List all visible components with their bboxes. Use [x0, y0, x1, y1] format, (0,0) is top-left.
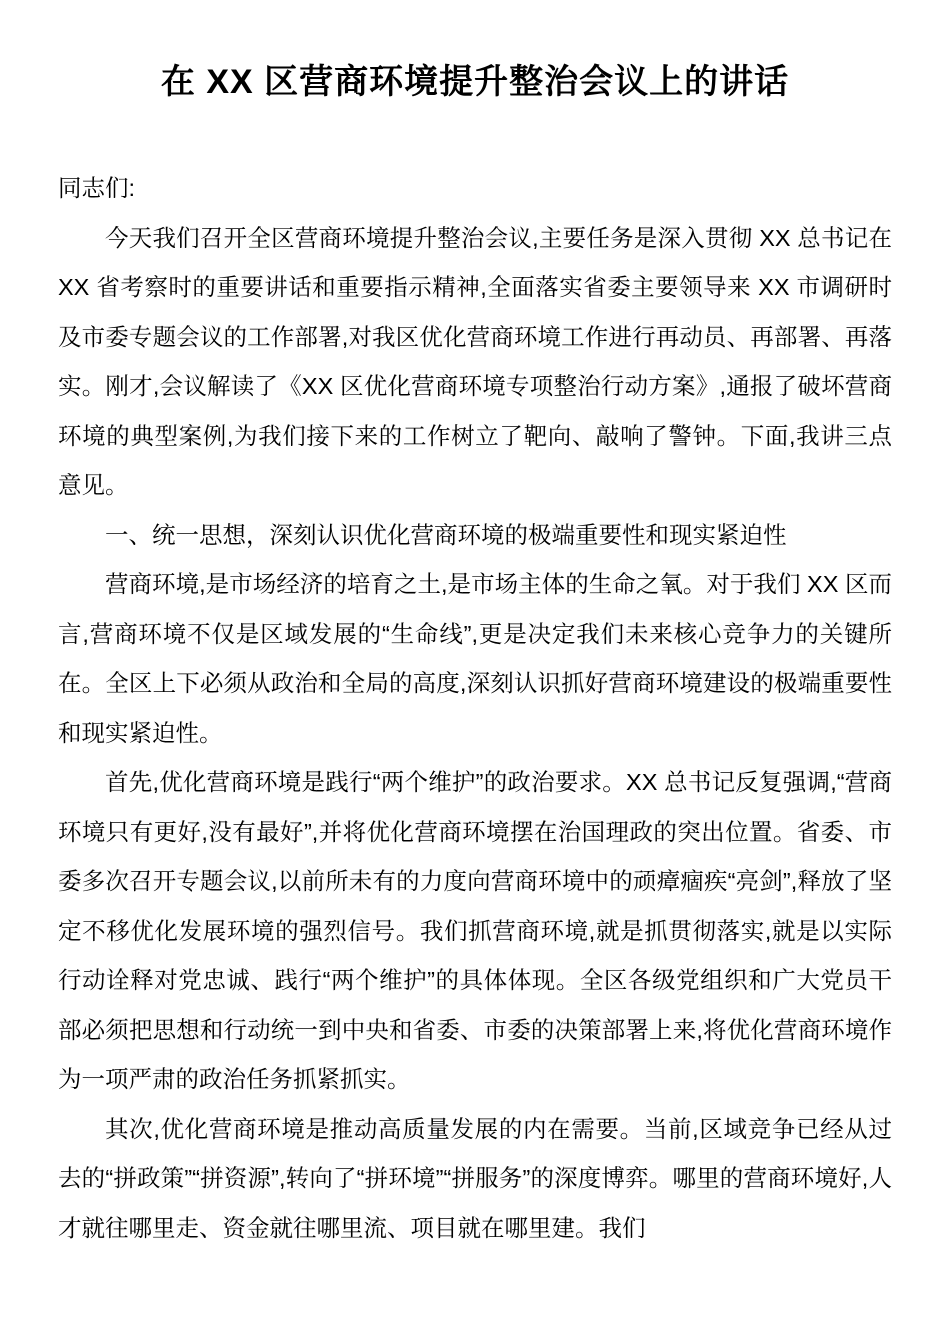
paragraph-opening: 今天我们召开全区营商环境提升整治会议,主要任务是深入贯彻 XX 总书记在 XX 省考察时的重要讲话和重要指示精神,全面落实省委主要领导来 XX 市调研时及市委专题会议的工作部署,对我区优化营商环境工作进行再动员、再部署、再落实。刚才,会议解读了《XX 区优化营商环境专项整治行动方案》,通报了破坏营商环境的典型案例,为我们接下来的工作树立了靶向、敲响了警钟。下面,我讲三点意见。 [58, 224, 892, 498]
paragraph-first-point: 首先,优化营商环境是践行“两个维护”的政治要求。XX 总书记反复强调,“营商环境只有更好,没有最好”,并将优化营商环境摆在治国理政的突出位置。省委、市委多次召开专题会议,以前所未有的力度向营商环境中的顽瘴痼疾“亮剑”,释放了坚定不移优化发展环境的强烈信号。我们抓营商环境,就是抓贯彻落实,就是以实际行动诠释对党忠诚、践行“两个维护”的具体体现。全区各级党组织和广大党员干部必须把思想和行动统一到中央和省委、市委的决策部署上来,将优化营商环境作为一项严肃的政治任务抓紧抓实。 [58, 769, 892, 1092]
salutation: 同志们: [58, 175, 136, 201]
paragraph-second-point: 其次,优化营商环境是推动高质量发展的内在需要。当前,区域竞争已经从过去的“拼政策”“拼资源”,转向了“拼环境”“拼服务”的深度博弈。哪里的营商环境好,人才就往哪里走、资金就往哪里流、项目就在哪里建。我们 [58, 1115, 892, 1241]
section-1-heading: 一、统一思想，深刻认识优化营商环境的极端重要性和现实紧迫性 [105, 521, 787, 548]
document-title: 在 XX 区营商环境提升整治会议上的讲话 [160, 63, 790, 101]
paragraph-importance: 营商环境,是市场经济的培育之土,是市场主体的生命之氧。对于我们 XX 区而言,营商环境不仅是区域发展的“生命线”,更是决定我们未来核心竞争力的关键所在。全区上下必须从政治和全局的高度,深刻认识抓好营商环境建设的极端重要性和现实紧迫性。 [58, 571, 892, 746]
